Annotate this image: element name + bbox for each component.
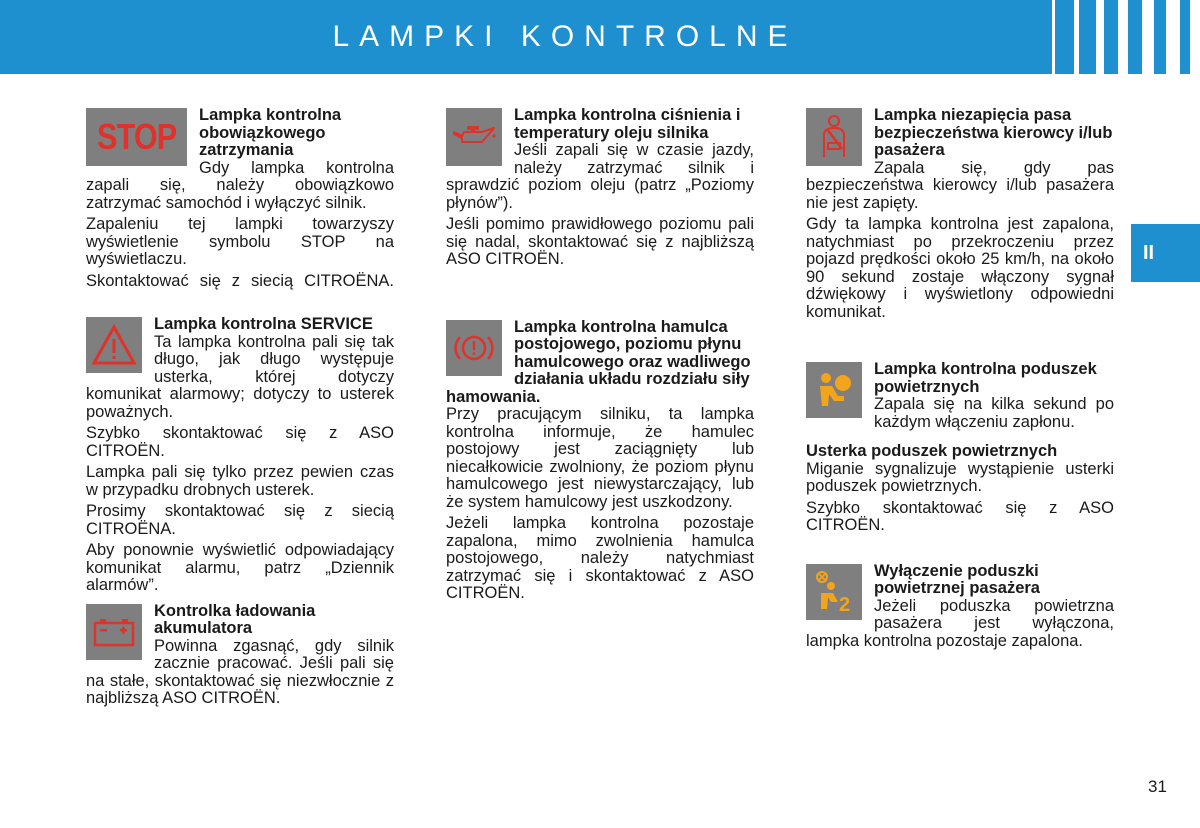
paragraph: Miganie sygnalizuje wystąpienie usterki poduszek powietrznych. — [806, 459, 1114, 495]
paragraph: Lampka pali się tylko przez pewien czas w przypadku drobnych usterek. — [86, 463, 394, 499]
airbag-off-icon — [806, 564, 862, 620]
warning-triangle-icon — [86, 317, 142, 373]
section-service — [86, 316, 394, 595]
section-heading: Usterka poduszek powietrznych — [806, 442, 1058, 460]
paragraph: Zapala się, gdy pas bezpieczeństwa kierowcy i/lub pasażera nie jest zapięty. — [806, 158, 1114, 212]
paragraph: Prosimy skontaktować się z siecią CITROËNA. — [86, 502, 394, 538]
oil-can-icon — [446, 108, 502, 166]
paragraph: Zapala się na kilka sekund po każdym włączeniu zapłonu. — [874, 395, 1114, 431]
section-airbag-fault — [806, 443, 1114, 535]
brake-warning-icon — [446, 320, 502, 376]
paragraph: Aby ponownie wyświetlić odpowiadający komunikat alarmu, patrz „Dziennik alarmów”. — [86, 541, 394, 594]
section-airbag-off — [806, 563, 1114, 651]
battery-icon — [86, 604, 142, 660]
page-title: LAMPKI KONTROLNE — [332, 20, 798, 53]
page-number: 31 — [1148, 777, 1167, 796]
section-stop — [86, 107, 394, 290]
chapter-tab: II — [1131, 224, 1200, 282]
paragraph: Ta lampka kontrolna pali się tak długo, jak długo występuje usterka, której dotyczy komunikat alarmowy; dotyczy to usterek poważnych. — [86, 332, 394, 421]
paragraph: Gdy ta lampka kontrolna jest zapalona, natychmiast po przekroczeniu przez pojazd prędkości około 25 km/h, na około 90 sekund zostaje włączony sygnał dźwiękowy i wyświetlony odpowiedni komunikat. — [806, 215, 1114, 321]
section-heading: Lampka kontrolna poduszek powietrznych — [874, 360, 1097, 396]
section-battery — [86, 603, 394, 708]
paragraph: Przy pracującym silniku, ta lampka kontrolna informuje, że hamulec postojowy jest zaciągnięty lub niecałkowicie zwolniony, że poziom płynu hamulcowego jest niewystarczający, lub że system hamulcowy jest uszkodzony. — [446, 405, 754, 511]
airbag-icon — [806, 362, 862, 418]
paragraph: Zapaleniu tej lampki towarzyszy wyświetlenie symbolu STOP na wyświetlaczu. — [86, 215, 394, 268]
section-heading: Lampka kontrolna hamulca postojowego, poziomu płynu hamulcowego oraz wadliwego działania układu rozdziału siły hamowania. — [446, 317, 751, 406]
paragraph: Szybko skontaktować się z ASO CITROËN. — [86, 424, 394, 460]
paragraph: Skontaktować się z siecią CITROËNA. — [86, 271, 394, 290]
seatbelt-icon — [806, 108, 862, 166]
svg-text:2: 2 — [839, 593, 851, 615]
page-header — [0, 0, 1200, 74]
paragraph: Jeśli zapali się w czasie jazdy, należy zatrzymać silnik i sprawdzić poziom oleju (patrz „Poziomy płynów”). — [446, 141, 754, 212]
section-heading: Lampka kontrolna SERVICE — [154, 315, 373, 333]
section-heading: Lampka kontrolna obowiązkowego zatrzymania — [199, 106, 342, 159]
column-3 — [806, 107, 1114, 654]
paragraph: Jeżeli poduszka powietrzna pasażera jest wyłączona, lampka kontrolna pozostaje zapalona. — [806, 596, 1114, 650]
paragraph: Jeśli pomimo prawidłowego poziomu pali się nadal, skontaktować się z najbliższą ASO CITROËN. — [446, 215, 754, 268]
section-brake — [446, 319, 754, 603]
section-heading: Wyłączenie poduszki powietrznej pasażera — [874, 561, 1040, 597]
paragraph: Szybko skontaktować się z ASO CITROËN. — [806, 498, 1114, 534]
paragraph: Gdy lampka kontrolna zapali się, należy obowiązkowo zatrzymać samochód i wyłączyć silnik. — [86, 158, 394, 212]
section-seatbelt — [806, 107, 1114, 321]
column-1 — [86, 107, 394, 712]
section-heading: Lampka niezapięcia pasa bezpieczeństwa kierowcy i/lub pasażera — [874, 106, 1113, 159]
header-stripes — [1050, 0, 1200, 74]
section-airbag — [806, 361, 1114, 431]
section-oil — [446, 107, 754, 269]
paragraph: Jeżeli lampka kontrolna pozostaje zapalona, mimo zwolnienia hamulca postojowego, należy natychmiast zatrzymać się i skontaktować z ASO CITROËN. — [446, 514, 754, 602]
paragraph: Powinna zgasnąć, gdy silnik zacznie pracować. Jeśli pali się na stałe, skontaktować się niezwłocznie z najbliższą ASO CITROËN. — [86, 636, 394, 707]
column-2 — [446, 107, 754, 607]
section-heading: Kontrolka ładowania akumulatora — [154, 601, 316, 637]
section-heading: Lampka kontrolna ciśnienia i temperatury oleju silnika — [514, 106, 741, 142]
stop-icon: STOP — [86, 108, 187, 166]
